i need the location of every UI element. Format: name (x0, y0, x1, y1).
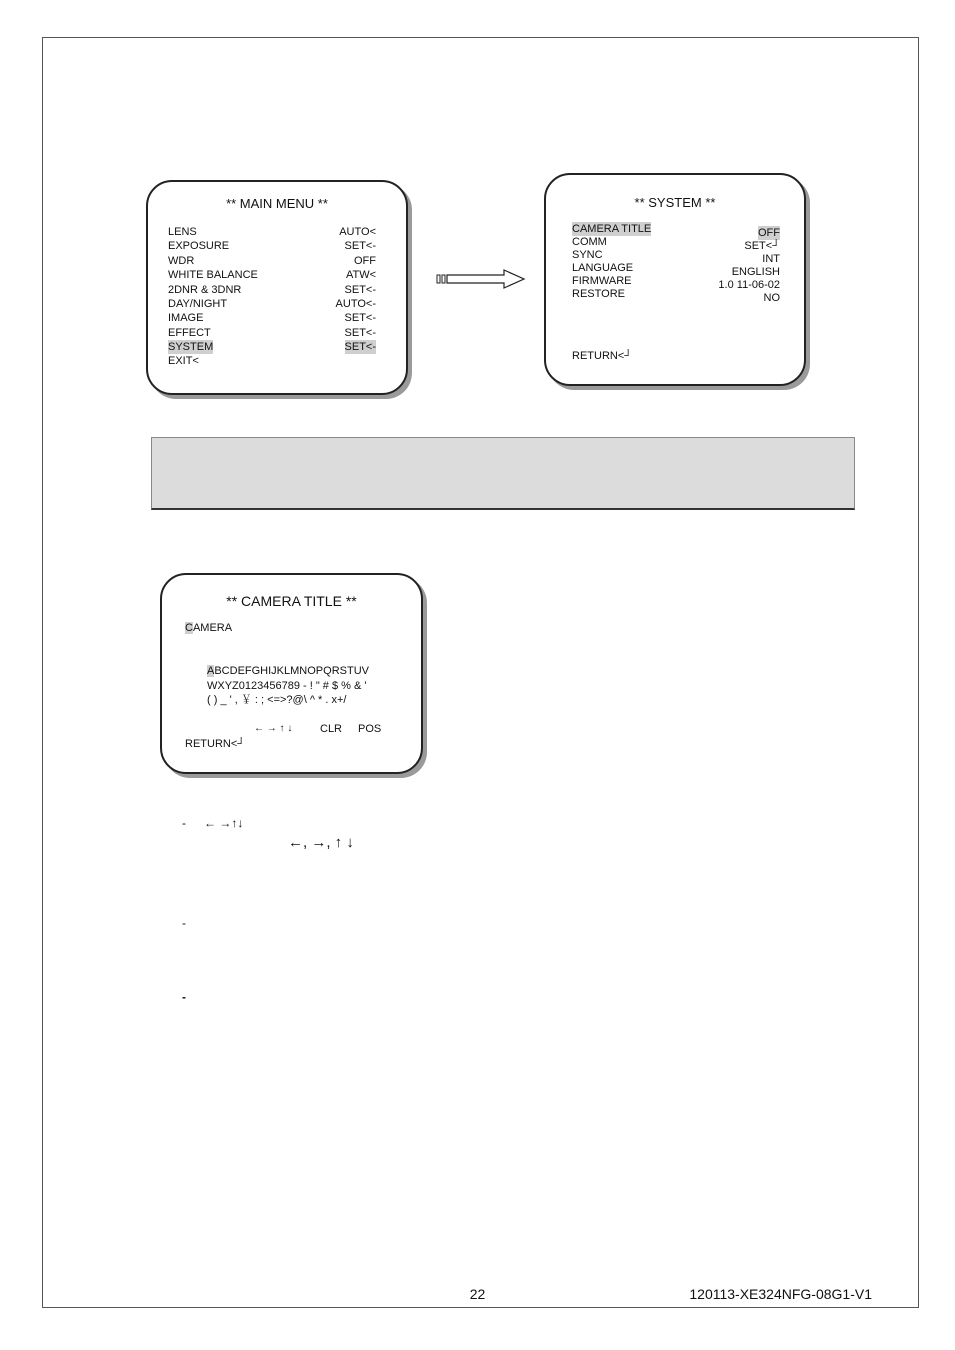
system-menu-item-label[interactable]: LANGUAGE (572, 262, 634, 274)
system-menu-title: ** SYSTEM ** (634, 195, 716, 210)
menu-item-value: AUTO<- (335, 298, 376, 310)
system-menu-item-label[interactable]: SYNC (572, 249, 603, 261)
main-menu-item[interactable] (168, 254, 376, 268)
charset-line-1-rest: BCDEFGHIJKLMNOPQRSTUV (214, 665, 369, 677)
camera-title-return[interactable]: RETURN<┘ (185, 738, 246, 750)
bullet-dash-1: - (182, 816, 186, 830)
cursor-arrows[interactable]: ← → ↑ ↓ (254, 723, 293, 734)
main-menu-item[interactable] (168, 268, 376, 282)
menu-item-label: WHITE BALANCE (168, 269, 258, 282)
menu-item-value: SET<- (344, 341, 376, 354)
menu-item-label: EXPOSURE (168, 240, 230, 253)
pos-button[interactable]: POS (358, 723, 382, 735)
title-cursor-char: C (185, 622, 193, 634)
system-menu-osd (544, 173, 806, 386)
charset-cursor-char: A (207, 665, 215, 677)
main-menu-item[interactable] (168, 340, 376, 354)
main-menu-exit[interactable]: EXIT< (168, 355, 199, 367)
bullet-dash-2: - (182, 916, 186, 930)
note-box (151, 437, 855, 510)
system-menu-item-label[interactable]: FIRMWARE (572, 275, 632, 287)
main-menu-osd (146, 180, 408, 395)
main-menu-item[interactable] (168, 311, 376, 325)
menu-item-label: WDR (168, 254, 195, 267)
system-menu-item-value: INT (762, 253, 780, 265)
charset-line-1[interactable] (207, 664, 369, 678)
menu-item-label: LENS (168, 226, 197, 238)
main-menu-item[interactable] (168, 297, 376, 311)
system-menu-item-value: NO (763, 292, 780, 304)
menu-item-value: AUTO< (339, 226, 376, 238)
bullet-arrows-2: ←, →, ↑ ↓ (288, 834, 354, 851)
main-menu-item[interactable] (168, 283, 376, 297)
title-text-rest: AMERA (192, 622, 233, 634)
camera-title-current[interactable] (185, 621, 232, 635)
camera-title-osd (160, 573, 423, 774)
menu-item-value: SET<- (344, 240, 376, 253)
menu-item-label: SYSTEM (168, 341, 214, 354)
right-arrow-icon (436, 268, 526, 295)
menu-item-label: DAY/NIGHT (168, 298, 228, 310)
document-code: 120113-XE324NFG-08G1-V1 (689, 1286, 872, 1302)
system-menu-item-value: 1.0 11-06-02 (718, 279, 780, 291)
page-number: 22 (469, 1286, 486, 1302)
system-menu-return[interactable]: RETURN<┘ (572, 350, 633, 362)
system-menu-item-value: ENGLISH (731, 266, 780, 278)
menu-item-value: SET<- (344, 326, 376, 339)
clr-button[interactable]: CLR (320, 723, 343, 735)
menu-item-value: SET<- (344, 283, 376, 296)
bullet-dash-3: - (182, 990, 186, 1004)
menu-item-value: OFF (354, 254, 376, 267)
bullet-arrows-1: ← →↑↓ (204, 816, 244, 830)
menu-item-value: ATW< (345, 269, 376, 282)
charset-line-2[interactable]: WXYZ0123456789 - ! " # $ % & ' (207, 680, 367, 692)
charset-line-3[interactable]: ( ) _ ' , ￥ : ; <=>?@\ ^ * . x+/ (207, 694, 347, 706)
main-menu-item[interactable] (168, 239, 376, 253)
menu-item-label: EFFECT (168, 326, 211, 339)
menu-item-label: 2DNR & 3DNR (168, 283, 242, 296)
menu-item-label: IMAGE (168, 312, 204, 325)
main-menu-item[interactable] (168, 326, 376, 340)
main-menu-item[interactable] (168, 225, 376, 239)
system-menu-item-value: SET<┘ (744, 240, 780, 252)
system-menu-item-label[interactable]: RESTORE (572, 288, 625, 300)
system-menu-item-value: OFF (758, 227, 780, 239)
system-menu-item-label[interactable]: COMM (572, 236, 607, 248)
camera-title-heading: ** CAMERA TITLE ** (226, 593, 357, 609)
menu-item-value: SET<- (344, 312, 376, 325)
main-menu-title: ** MAIN MENU ** (226, 196, 328, 211)
system-menu-item-label[interactable]: CAMERA TITLE (572, 223, 652, 235)
